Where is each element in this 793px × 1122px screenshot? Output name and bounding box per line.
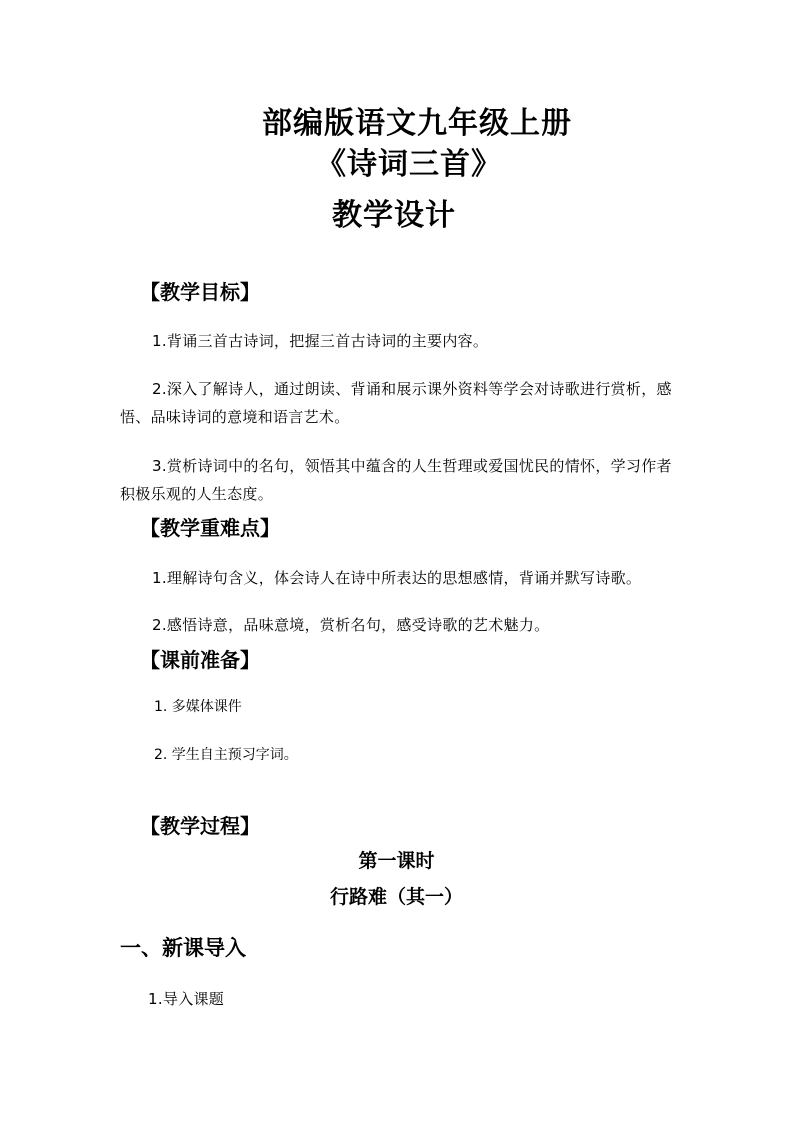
key-point-item-1: 1.理解诗句含义，体会诗人在诗中所表达的思想感情，背诵并默写诗歌。	[152, 569, 642, 587]
preparation-heading: 【课前准备】	[140, 648, 260, 672]
process-heading: 【教学过程】	[140, 814, 260, 838]
key-point-item-2: 2.感悟诗意，品味意境，赏析名句，感受诗歌的艺术魅力。	[152, 616, 550, 634]
page-title-line2: 《诗词三首》	[316, 147, 502, 182]
preparation-item-2: 2. 学生自主预习字词。	[154, 747, 298, 763]
part-1-item-1: 1.导入课题	[148, 990, 225, 1008]
objective-item-3-line2: 积极乐观的人生态度。	[120, 485, 274, 503]
key-points-heading: 【教学重难点】	[140, 516, 280, 540]
page-title-line3: 教学设计	[332, 198, 456, 233]
objectives-heading: 【教学目标】	[140, 280, 260, 304]
part-1-heading: 一、新课导入	[120, 936, 246, 960]
objective-item-3-line1: 3.赏析诗词中的名句，领悟其中蕴含的人生哲理或爱国忧民的情怀，学习作者	[152, 457, 672, 475]
objective-item-1: 1.背诵三首古诗词，把握三首古诗词的主要内容。	[152, 332, 489, 350]
objective-item-2-line1: 2.深入了解诗人，通过朗读、背诵和展示课外资料等学会对诗歌进行赏析，感	[152, 380, 672, 398]
objective-item-2-line2: 悟、品味诗词的意境和语言艺术。	[120, 408, 350, 426]
poem-heading: 行路难（其一）	[329, 886, 463, 908]
lesson-heading: 第一课时	[358, 850, 435, 872]
preparation-item-1: 1. 多媒体课件	[154, 699, 242, 715]
page-title-line1: 部编版语文九年级上册	[262, 106, 572, 141]
